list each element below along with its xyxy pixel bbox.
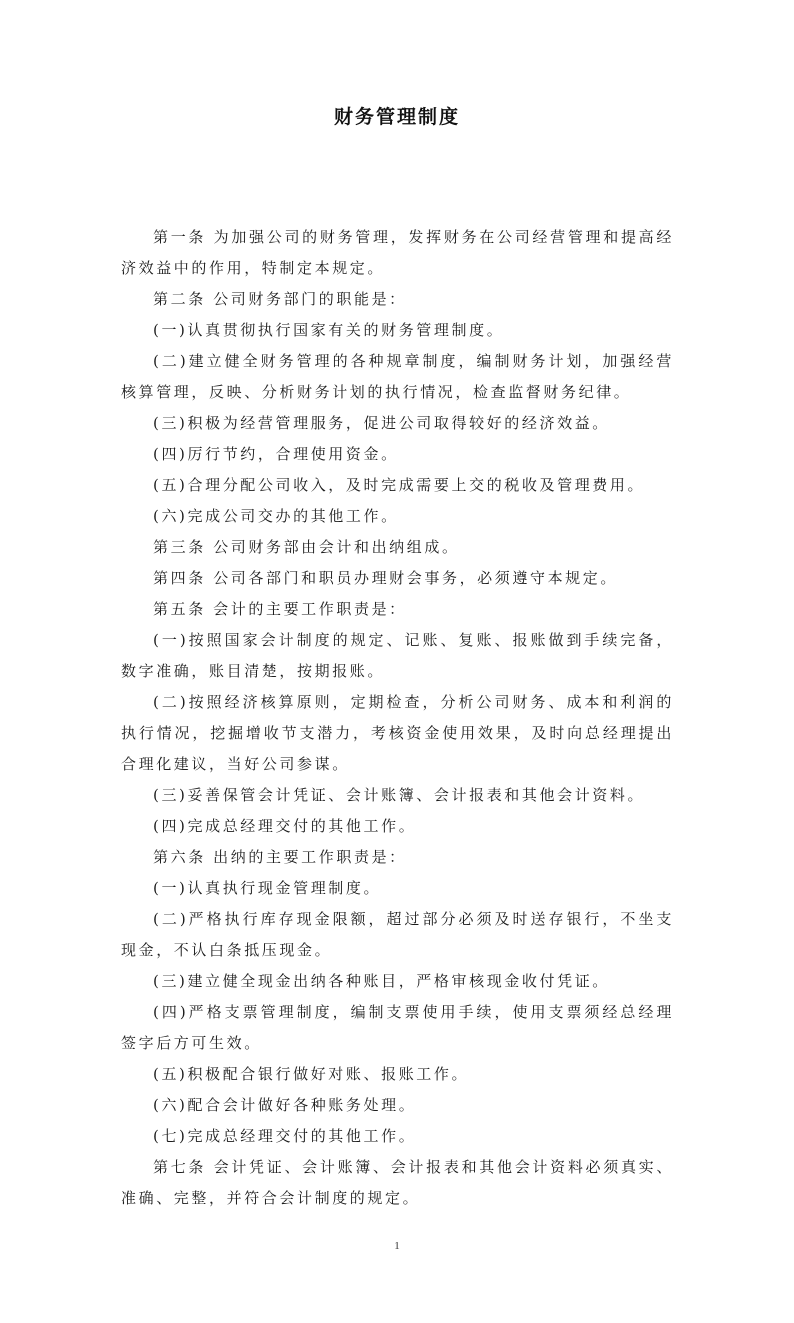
- paragraph-article-2-item-2: (二)建立健全财务管理的各种规章制度，编制财务计划，加强经营核算管理，反映、分析财务计划的执行情况，检查监督财务纪律。: [121, 352, 674, 401]
- paragraph-article-5: 第五条 会计的主要工作职责是：: [153, 600, 407, 618]
- paragraph-article-6-item-3: (三)建立健全现金出纳各种账目，严格审核现金收付凭证。: [153, 972, 610, 990]
- paragraph-article-6-item-2: (二)严格执行库存现金限额，超过部分必须及时送存银行，不坐支现金，不认白条抵压现金。: [121, 910, 674, 959]
- paragraph-article-7: 第七条 会计凭证、会计账簿、会计报表和其他会计资料必须真实、准确、完整，并符合会计制度的规定。: [121, 1158, 674, 1207]
- paragraph-article-6-item-4: (四)严格支票管理制度，编制支票使用手续，使用支票须经总经理签字后方可生效。: [121, 1003, 674, 1052]
- paragraph-article-2: 第二条 公司财务部门的职能是：: [153, 290, 407, 308]
- paragraph-article-3: 第三条 公司财务部由会计和出纳组成。: [153, 538, 460, 556]
- paragraph-article-2-item-1: (一)认真贯彻执行国家有关的财务管理制度。: [153, 321, 505, 339]
- paragraph-article-5-item-4: (四)完成总经理交付的其他工作。: [153, 817, 417, 835]
- document-title: 财务管理制度: [333, 106, 460, 128]
- paragraph-article-2-item-4: (四)厉行节约，合理使用资金。: [153, 445, 399, 463]
- page-number: 1: [394, 1240, 400, 1252]
- paragraph-article-2-item-5: (五)合理分配公司收入，及时完成需要上交的税收及管理费用。: [153, 476, 646, 494]
- paragraph-article-6: 第六条 出纳的主要工作职责是：: [153, 848, 407, 866]
- document-body: [121, 222, 674, 1214]
- paragraph-article-6-item-6: (六)配合会计做好各种账务处理。: [153, 1096, 417, 1114]
- paragraph-article-6-item-1: (一)认真执行现金管理制度。: [153, 879, 382, 897]
- paragraph-article-6-item-7: (七)完成总经理交付的其他工作。: [153, 1127, 417, 1145]
- paragraph-article-6-item-5: (五)积极配合银行做好对账、报账工作。: [153, 1065, 470, 1083]
- paragraph-article-5-item-1: (一)按照国家会计制度的规定、记账、复账、报账做到手续完备，数字准确，账目清楚，按期报账。: [121, 631, 674, 680]
- paragraph-article-1: 第一条 为加强公司的财务管理，发挥财务在公司经营管理和提高经济效益中的作用，特制定本规定。: [121, 228, 674, 277]
- paragraph-article-5-item-3: (三)妥善保管会计凭证、会计账簿、会计报表和其他会计资料。: [153, 786, 646, 804]
- paragraph-article-2-item-3: (三)积极为经营管理服务，促进公司取得较好的经济效益。: [153, 414, 610, 432]
- paragraph-article-5-item-2: (二)按照经济核算原则，定期检查，分析公司财务、成本和利润的执行情况，挖掘增收节支潜力，考核资金使用效果，及时向总经理提出合理化建议，当好公司参谋。: [121, 693, 674, 773]
- paragraph-article-4: 第四条 公司各部门和职员办理财会事务，必须遵守本规定。: [153, 569, 618, 587]
- paragraph-article-2-item-6: (六)完成公司交办的其他工作。: [153, 507, 399, 525]
